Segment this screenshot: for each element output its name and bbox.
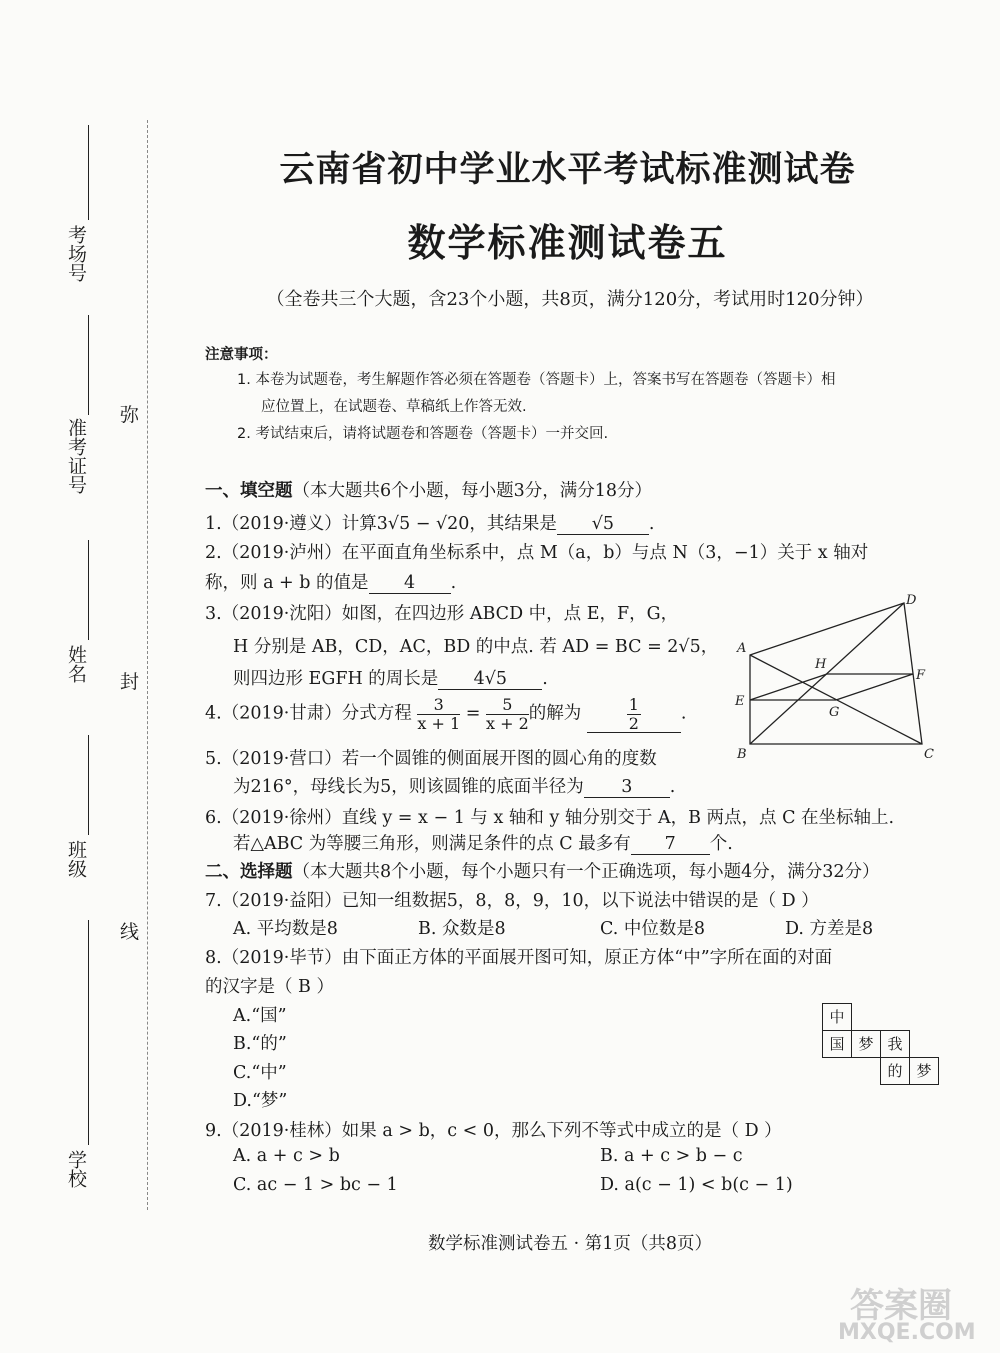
seal-dashed-line [147, 120, 148, 1210]
question-3-line1: 3.（2019·沈阳）如图，在四边形 ABCD 中，点 E，F，G， [205, 604, 679, 624]
label-f: F [916, 668, 926, 683]
q9-option-d: D. a(c − 1) < b(c − 1) [600, 1175, 793, 1195]
cube-net-face-1: 中 [822, 1003, 852, 1031]
q4-f2-num: 5 [486, 696, 529, 715]
ticket-line [88, 315, 89, 415]
ticket-no-label: 准考证号 [65, 418, 87, 494]
q5-answer: 3 [584, 777, 670, 798]
q7-option-d: D. 方差是8 [785, 919, 874, 939]
question-8-line1: 8.（2019·毕节）由下面正方体的平面展开图可知，原正方体“中”字所在面的对面 [205, 948, 833, 968]
q4-ans-den: 2 [628, 713, 639, 733]
q2-suffix: . [450, 573, 457, 593]
q7-option-b: B. 众数是8 [418, 919, 506, 939]
cube-net-face-6: 梦 [909, 1057, 939, 1085]
label-b: B [737, 747, 747, 762]
q2-answer: 4 [369, 573, 451, 594]
label-h: H [815, 657, 827, 672]
name-line [88, 540, 89, 640]
section2-heading [205, 858, 880, 883]
q1-text: 1.（2019·遵义）计算3√5 − √20，其结果是 [205, 514, 557, 534]
q4-f1-num: 3 [417, 696, 460, 715]
school-label: 学校 [65, 1150, 87, 1188]
q4-f2-den: x + 2 [485, 713, 529, 733]
note-item-1a: 1. 本卷为试题卷，考生解题作答必须在答题卷（答题卡）上，答案书写在答题卷（答题卡）相 [237, 372, 836, 388]
cube-net-face-3: 梦 [851, 1030, 881, 1058]
q4-answer [587, 696, 681, 733]
question-9-stem: 9.（2019·桂林）如果 a > b，c < 0，那么下列不等式中成立的是（ D ） [205, 1121, 782, 1141]
q8-option-c: C.“中” [233, 1063, 287, 1083]
label-e: E [735, 694, 745, 709]
watermark-logo: 答案圈 [850, 1286, 952, 1326]
q8-option-a: A.“国” [233, 1006, 287, 1026]
section1-desc: （本大题共6个小题，每小题3分，满分18分） [292, 481, 653, 501]
q4-text: 4.（2019·甘肃）分式方程 [205, 703, 412, 724]
label-g: G [829, 705, 840, 720]
q7-option-c: C. 中位数是8 [600, 919, 706, 939]
q9-option-b: B. a + c > b − c [600, 1146, 743, 1166]
section2-title: 二、选择题 [205, 862, 293, 882]
class-line [88, 735, 89, 835]
q6-text: 若△ABC 为等腰三角形，则满足条件的点 C 最多有 [233, 834, 631, 854]
question-6-line2 [233, 830, 733, 855]
section1-heading [205, 477, 652, 502]
cube-net-face-5: 的 [880, 1057, 910, 1085]
q3-answer: 4√5 [438, 669, 542, 690]
note-item-2: 2. 考试结束后，请将试题卷和答题卷（答题卡）一并交回. [237, 426, 609, 442]
q6-suffix: 个. [709, 834, 733, 854]
cube-net-face-2: 国 [822, 1030, 852, 1058]
note-item-1b: 应位置上，在试题卷、草稿纸上作答无效. [261, 399, 527, 415]
exam-room-label: 考场号 [65, 225, 87, 282]
q4-ans-num: 1 [628, 695, 639, 714]
seal-char-2: 封 [120, 671, 140, 693]
q4-equals: = [465, 703, 481, 724]
label-a: A [737, 641, 747, 656]
question-5-line2 [233, 773, 675, 798]
name-label: 姓名 [65, 645, 87, 683]
paper-title: 数学标准测试卷五 [407, 220, 728, 265]
question-2-line2 [205, 569, 456, 594]
q1-answer: √5 [557, 514, 649, 535]
q1-suffix: . [648, 514, 655, 534]
question-5-line1: 5.（2019·营口）若一个圆锥的侧面展开图的圆心角的度数 [205, 749, 657, 769]
cube-net-face-4: 我 [880, 1030, 910, 1058]
question-8-line2: 的汉字是（ B ） [205, 977, 334, 997]
page-footer: 数学标准测试卷五 · 第1页（共8页） [428, 1234, 712, 1254]
q3-suffix: . [542, 669, 548, 689]
question-1 [205, 510, 655, 535]
question-2-line1: 2.（2019·泸州）在平面直角坐标系中，点 M（a，b）与点 N（3，−1）关于 x 轴对 [205, 543, 869, 563]
label-d: D [906, 593, 917, 608]
q4-suffix: . [680, 703, 687, 724]
question-7-stem: 7.（2019·益阳）已知一组数据5，8，8，9，10，以下说法中错误的是（ D ） [205, 891, 819, 911]
q4-f1-den: x + 1 [417, 713, 461, 733]
q8-option-d: D.“梦” [233, 1091, 288, 1111]
q4-fraction-1 [417, 696, 460, 732]
q9-option-a: A. a + c > b [233, 1146, 340, 1166]
q9-option-c: C. ac − 1 > bc − 1 [233, 1175, 398, 1195]
question-4 [205, 696, 686, 733]
q5-text: 为216°，母线长为5，则该圆锥的底面半径为 [233, 777, 584, 797]
question-3-line3 [233, 665, 548, 690]
q7-option-a: A. 平均数是8 [233, 919, 338, 939]
q8-option-b: B.“的” [233, 1034, 287, 1054]
q5-suffix: . [669, 777, 676, 797]
label-c: C [924, 747, 934, 762]
class-label: 班级 [65, 840, 87, 878]
q4-mid: 的解为 [528, 703, 582, 724]
notes-heading: 注意事项： [205, 347, 278, 363]
exam-title: 云南省初中学业水平考试标准测试卷 [279, 149, 856, 190]
paper-info: （全卷共三个大题，含23个小题，共8页，满分120分，考试用时120分钟） [266, 289, 874, 310]
seal-char-1: 弥 [120, 404, 140, 426]
q2-text: 称，则 a + b 的值是 [205, 573, 369, 593]
question-3-line2: H 分别是 AB，CD，AC，BD 的中点. 若 AD = BC = 2√5， [233, 637, 719, 657]
q4-fraction-2 [486, 696, 529, 732]
quadrilateral-figure [728, 592, 943, 767]
school-line [88, 920, 89, 1145]
seal-char-3: 线 [120, 921, 140, 943]
section1-title: 一、填空题 [205, 481, 293, 501]
watermark-url: MXQE.COM [838, 1320, 976, 1345]
q6-answer: 7 [631, 834, 710, 855]
q3-text: 则四边形 EGFH 的周长是 [233, 669, 439, 689]
section2-desc: （本大题共8个小题，每个小题只有一个正确选项，每小题4分，满分32分） [292, 862, 880, 882]
question-6-line1: 6.（2019·徐州）直线 y = x − 1 与 x 轴和 y 轴分别交于 A，B 两点，点 C 在坐标轴上. [205, 808, 895, 828]
